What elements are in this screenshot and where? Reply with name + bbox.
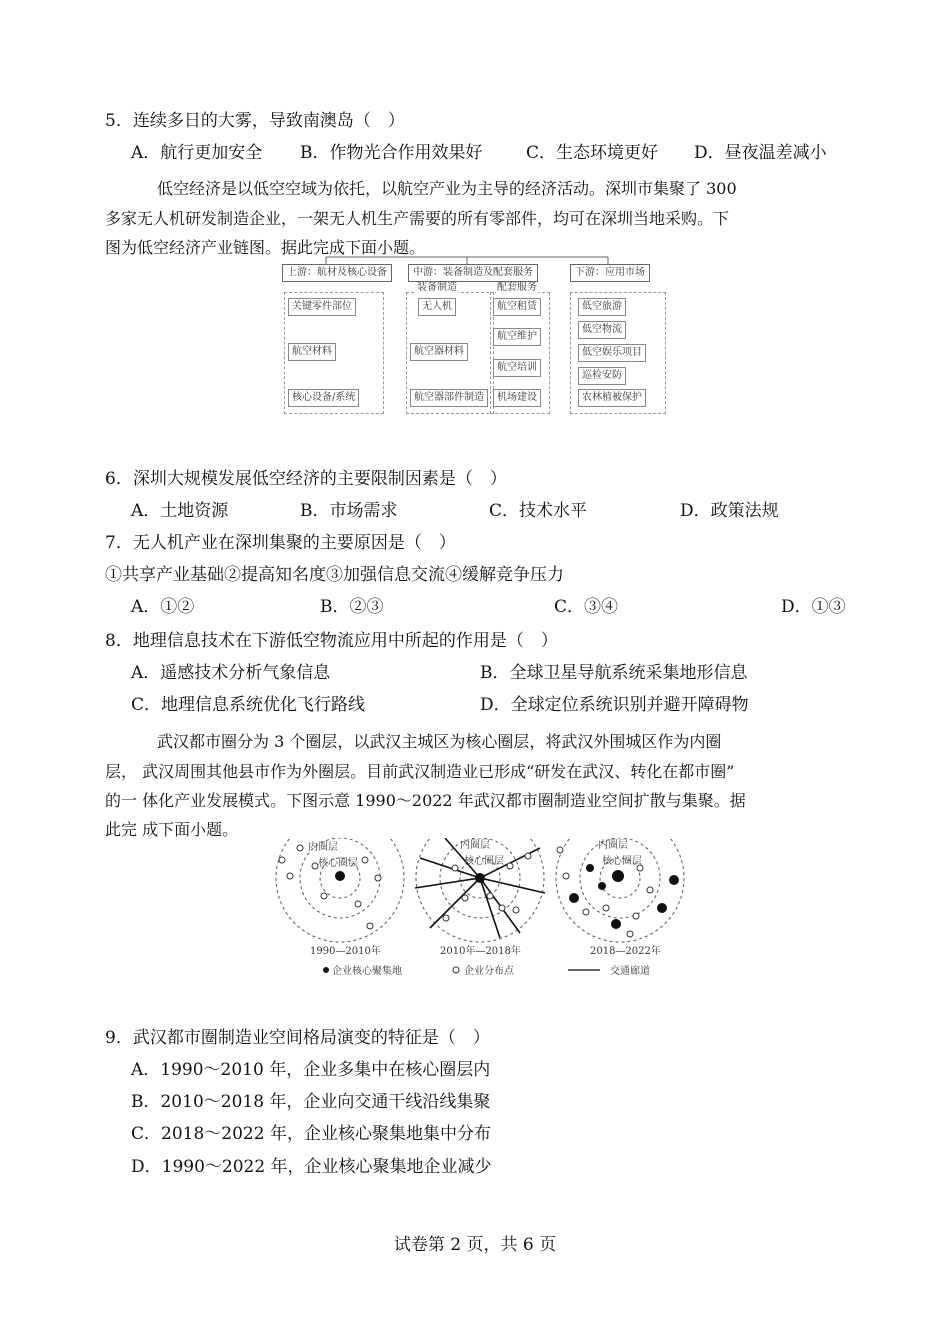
down-item: 巡检安防 bbox=[578, 367, 626, 385]
down-item: 农林植被保护 bbox=[578, 389, 646, 407]
mid-service-item: 航空维护 bbox=[493, 328, 541, 346]
q7-option-a: A．①② bbox=[131, 597, 195, 617]
legend-point-icon bbox=[453, 967, 459, 973]
q7-option-c: C．③④ bbox=[554, 597, 619, 617]
ring-inner-label-1: 内圈层 bbox=[308, 842, 338, 853]
ring-inner-label-3: 内圈层 bbox=[598, 840, 628, 851]
panel-2018-2022 bbox=[556, 838, 684, 942]
q8-stem: 8．地理信息技术在下游低空物流应用中所起的作用是（ ） bbox=[105, 631, 558, 651]
passage2-line-4: 此完 成下面小题。 bbox=[105, 820, 239, 839]
mid-service-item: 机场建设 bbox=[493, 389, 541, 407]
q5-option-b: B．作物光合作用效果好 bbox=[300, 143, 483, 163]
q9-option-b: B．2010～2018 年，企业向交通干线沿线集聚 bbox=[131, 1092, 491, 1112]
passage2-line-2: 层， 武汉周围其他县市作为外圈层。目前武汉制造业已形成“研发在武汉、转化在都市圈” bbox=[105, 762, 735, 781]
period-label: 1990—2010年 bbox=[310, 946, 381, 957]
q9-stem: 9．武汉都市圈制造业空间格局演变的特征是（ ） bbox=[105, 1028, 490, 1048]
legend-core-icon bbox=[323, 967, 329, 973]
passage2-line-1: 武汉都市圈分为 3 个圈层，以武汉主城区为核心圈层，将武汉外围城区作为内圈 bbox=[157, 732, 722, 751]
q6-stem: 6．深圳大规模发展低空经济的主要限制因素是（ ） bbox=[105, 469, 507, 489]
passage1-line-1: 低空经济是以低空空域为依托，以航空产业为主导的经济活动。深圳市集聚了 300 bbox=[157, 179, 737, 198]
legend-core: 企业核心聚集地 bbox=[332, 966, 402, 977]
up-item: 航空材料 bbox=[288, 343, 336, 361]
legend-corridor: 交通廊道 bbox=[610, 966, 650, 977]
q5-option-a: A．航行更加安全 bbox=[131, 143, 263, 163]
ring-core-label-3: 核心圈层 bbox=[602, 856, 642, 867]
down-item: 低空物流 bbox=[578, 321, 626, 339]
page-footer: 试卷第 2 页，共 6 页 bbox=[393, 1235, 557, 1255]
passage1-line-3: 图为低空经济产业链图。据此完成下面小题。 bbox=[105, 238, 426, 257]
legend-point: 企业分布点 bbox=[464, 966, 514, 977]
q6-option-c: C．技术水平 bbox=[489, 501, 588, 521]
ring-core-label-2: 核心圈层 bbox=[464, 856, 504, 867]
service-label: 配套服务 bbox=[497, 282, 537, 293]
q7-option-d: D．①③ bbox=[781, 597, 846, 617]
mid-manufacture-item: 无人机 bbox=[418, 298, 456, 316]
q5-option-c: C．生态环境更好 bbox=[526, 143, 659, 163]
passage1-line-2: 多家无人机研发制造企业，一架无人机生产需要的所有零部件，均可在深圳当地采购。下 bbox=[105, 209, 730, 228]
up-item: 关键零件部位 bbox=[288, 298, 356, 316]
down-item: 低空旅游 bbox=[578, 298, 626, 316]
q8-option-c: C．地理信息系统优化飞行路线 bbox=[131, 695, 366, 715]
mid-manufacture-item: 航空器部件制造 bbox=[410, 389, 488, 407]
period-label: 2010年—2018年 bbox=[440, 946, 521, 957]
q7-stem: 7．无人机产业在深圳集聚的主要原因是（ ） bbox=[105, 533, 456, 553]
q8-option-a: A．遥感技术分析气象信息 bbox=[131, 663, 331, 683]
panel-1990-2010 bbox=[276, 838, 404, 942]
q6-option-a: A．土地资源 bbox=[131, 501, 229, 521]
downstream-header: 下游：应用市场 bbox=[570, 264, 650, 282]
ring-inner-label-2: 内圈层 bbox=[460, 840, 490, 851]
mid-service-item: 航空租赁 bbox=[493, 298, 541, 316]
q6-option-d: D．政策法规 bbox=[680, 501, 779, 521]
manufacture-label: 装备制造 bbox=[417, 282, 457, 293]
q9-option-d: D．1990～2022 年，企业核心聚集地企业减少 bbox=[131, 1157, 492, 1177]
q5-stem: 5．连续多日的大雾，导致南澳岛（ ） bbox=[105, 111, 405, 131]
up-item: 核心设备/系统 bbox=[288, 389, 359, 407]
ring-core-label-1: 核心圈层 bbox=[318, 858, 358, 869]
q5-option-d: D．昼夜温差减小 bbox=[694, 143, 827, 163]
down-item: 低空娱乐项目 bbox=[578, 344, 646, 362]
q7-statements: ①共享产业基础②提高知名度③加强信息交流④缓解竞争压力 bbox=[105, 565, 564, 585]
period-label: 2018—2022年 bbox=[590, 946, 661, 957]
q6-option-b: B．市场需求 bbox=[300, 501, 398, 521]
mid-manufacture-item: 航空器材料 bbox=[410, 343, 468, 361]
panel-2010-2018 bbox=[415, 838, 545, 942]
wuhan-spatial-figure bbox=[270, 838, 690, 986]
q9-option-a: A．1990～2010 年，企业多集中在核心圈层内 bbox=[131, 1060, 491, 1080]
q8-option-d: D．全球定位系统识别并避开障碍物 bbox=[480, 695, 749, 715]
industry-chain-diagram bbox=[282, 256, 668, 416]
q7-option-b: B．②③ bbox=[320, 597, 384, 617]
passage2-line-3: 的一 体化产业发展模式。下图示意 1990～2022 年武汉都市圈制造业空间扩散与集聚。据 bbox=[105, 791, 746, 810]
midstream-header: 中游：装备制造及配套服务 bbox=[408, 264, 538, 282]
upstream-header: 上游：航材及核心设备 bbox=[282, 264, 392, 282]
q9-option-c: C．2018～2022 年，企业核心聚集地集中分布 bbox=[131, 1124, 491, 1144]
mid-service-item: 航空培训 bbox=[493, 359, 541, 377]
q8-option-b: B．全球卫星导航系统采集地形信息 bbox=[480, 663, 748, 683]
